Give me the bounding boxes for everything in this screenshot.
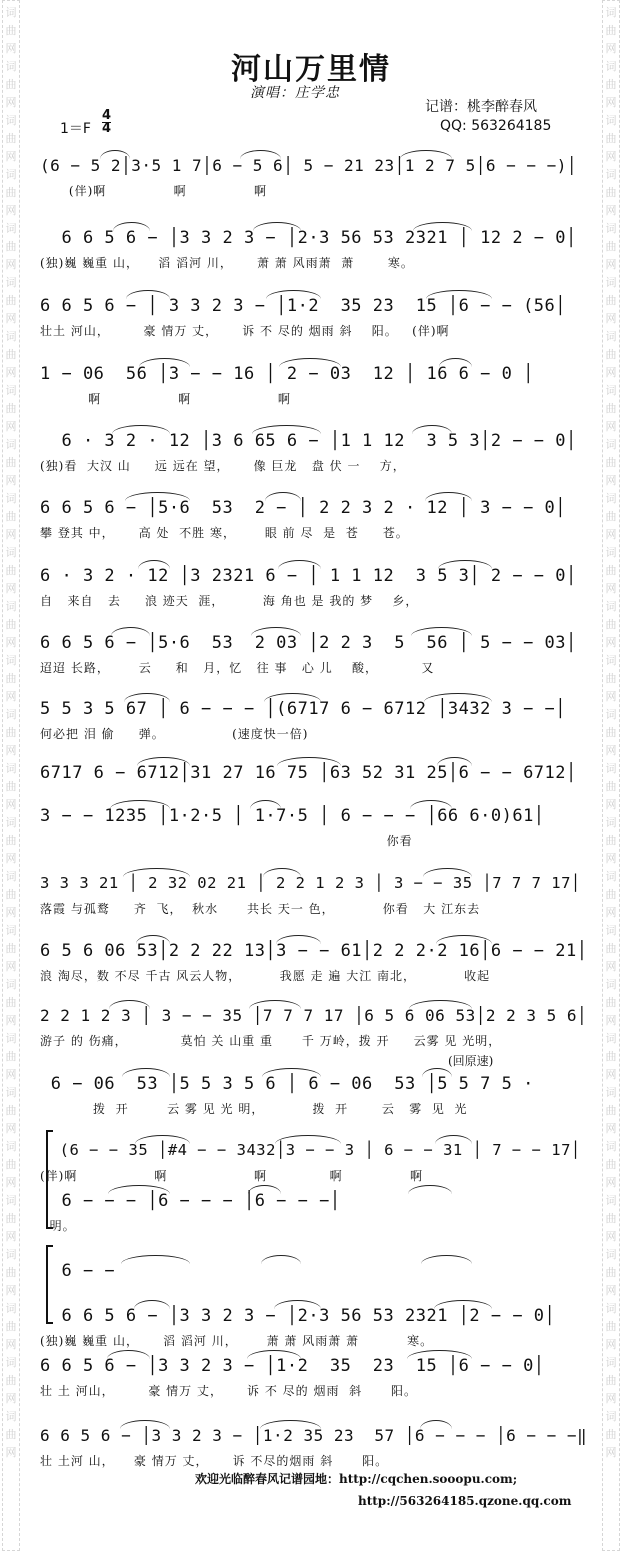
lyric-line: 壮土 河山， 豪 情万 丈， 诉 不 尽的 烟雨 斜 阳。 (伴)啊 bbox=[40, 324, 450, 338]
watermark-glyph: 网 bbox=[605, 204, 617, 217]
notation-line: 6 − − bbox=[40, 1261, 116, 1281]
watermark-glyph: 词 bbox=[605, 924, 617, 937]
slur-mark bbox=[100, 150, 130, 159]
lyric-line: 攀 登其 中， 高 处 不胜 寒， 眼 前 尽 是 苍 苍。 bbox=[40, 526, 409, 540]
watermark-glyph: 网 bbox=[605, 420, 617, 433]
watermark-glyph: 词 bbox=[5, 6, 17, 19]
score-row bbox=[40, 1000, 588, 1060]
watermark-glyph: 曲 bbox=[5, 618, 17, 631]
watermark-glyph: 曲 bbox=[605, 888, 617, 901]
watermark-glyph: 网 bbox=[605, 1176, 617, 1189]
notation-line: 6 − 06 53 │5 5 3 5 6 │ 6 − 06 53 │5 5 7 5 · bbox=[40, 1074, 534, 1094]
slur-mark bbox=[253, 222, 301, 231]
slur-mark bbox=[250, 800, 281, 809]
watermark-glyph: 网 bbox=[605, 960, 617, 973]
watermark-glyph: 曲 bbox=[605, 780, 617, 793]
slur-mark bbox=[136, 935, 170, 944]
notation-line: 3 − − 1235 │1·2·5 │ 1·7·5 │ 6 − − − │66 6·0)61│ bbox=[40, 806, 545, 826]
watermark-glyph: 网 bbox=[5, 150, 17, 163]
slur-mark bbox=[260, 1420, 321, 1429]
slur-mark bbox=[126, 290, 170, 299]
score-row bbox=[40, 492, 588, 552]
watermark-glyph: 曲 bbox=[5, 726, 17, 739]
slur-mark bbox=[412, 425, 452, 434]
watermark-glyph: 词 bbox=[605, 114, 617, 127]
slur-mark bbox=[109, 1000, 150, 1009]
lyric-line: 壮 土 河山， 豪 情万 丈， 诉 不 尽的 烟雨 斜 阳。 bbox=[40, 1384, 417, 1398]
transcriber-credit: 记谱：桃李醉春风 bbox=[425, 99, 537, 115]
slur-mark bbox=[279, 358, 341, 367]
score-row bbox=[40, 222, 588, 282]
watermark-glyph: 曲 bbox=[5, 186, 17, 199]
watermark-glyph: 曲 bbox=[5, 456, 17, 469]
watermark-glyph: 词 bbox=[5, 438, 17, 451]
watermark-glyph: 词 bbox=[605, 978, 617, 991]
watermark-glyph: 曲 bbox=[605, 402, 617, 415]
watermark-glyph: 词 bbox=[605, 1410, 617, 1423]
watermark-glyph: 词 bbox=[605, 492, 617, 505]
watermark-strip-right bbox=[602, 0, 620, 1551]
watermark-glyph: 词 bbox=[605, 870, 617, 883]
watermark-glyph: 网 bbox=[5, 1230, 17, 1243]
slur-mark bbox=[112, 425, 170, 434]
watermark-glyph: 词 bbox=[605, 1356, 617, 1369]
watermark-glyph: 曲 bbox=[5, 24, 17, 37]
slur-mark bbox=[123, 868, 190, 877]
slur-mark bbox=[274, 1300, 321, 1309]
lyric-line: 何必把 泪 偷 弹。 (速度快一倍) bbox=[40, 727, 309, 741]
notation-line: 6 6 5 6 − │5·6 53 2 − │ 2 2 3 2 · 12 │ 3 − − 0│ bbox=[40, 498, 567, 518]
watermark-glyph: 曲 bbox=[605, 24, 617, 37]
watermark-glyph: 网 bbox=[605, 1068, 617, 1081]
score-row bbox=[40, 150, 588, 210]
watermark-glyph: 曲 bbox=[5, 132, 17, 145]
watermark-glyph: 词 bbox=[605, 1140, 617, 1153]
score-row bbox=[40, 290, 588, 350]
slur-mark bbox=[420, 1420, 452, 1429]
slur-mark bbox=[423, 868, 472, 877]
watermark-glyph: 词 bbox=[605, 1086, 617, 1099]
watermark-glyph: 词 bbox=[605, 1248, 617, 1261]
slur-mark bbox=[122, 1068, 170, 1077]
watermark-glyph: 词 bbox=[605, 654, 617, 667]
watermark-glyph: 网 bbox=[5, 1068, 17, 1081]
watermark-glyph: 词 bbox=[5, 708, 17, 721]
watermark-glyph: 曲 bbox=[5, 564, 17, 577]
watermark-glyph: 曲 bbox=[5, 294, 17, 307]
slur-mark bbox=[125, 492, 190, 501]
slur-mark bbox=[138, 560, 170, 569]
lyric-line: 你看 bbox=[40, 834, 413, 848]
watermark-glyph: 词 bbox=[5, 870, 17, 883]
lyric-line: 拨 开 云 雾 见 光 明， 拨 开 云 雾 见 光 bbox=[40, 1102, 468, 1116]
slur-mark bbox=[426, 290, 492, 299]
watermark-glyph: 词 bbox=[605, 222, 617, 235]
slur-mark bbox=[435, 1135, 472, 1144]
notation-line: 6 6 5 6 − │ 3 3 2 3 − │1·2 35 23 15 │6 − − (56│ bbox=[40, 296, 567, 316]
time-signature-bottom: 4 bbox=[102, 121, 112, 136]
slur-mark bbox=[108, 1185, 170, 1194]
watermark-glyph: 网 bbox=[605, 312, 617, 325]
watermark-glyph: 曲 bbox=[605, 1104, 617, 1117]
watermark-glyph: 词 bbox=[605, 276, 617, 289]
slur-mark bbox=[408, 1185, 452, 1194]
watermark-glyph: 网 bbox=[605, 1392, 617, 1405]
watermark-glyph: 词 bbox=[5, 384, 17, 397]
watermark-glyph: 网 bbox=[605, 258, 617, 271]
watermark-glyph: 词 bbox=[5, 654, 17, 667]
lyric-line: 自 来自 去 浪 迹天 涯， 海 角也 是 我的 梦 乡， bbox=[40, 594, 419, 608]
watermark-glyph: 网 bbox=[5, 1338, 17, 1351]
notation-line: 6 6 5 6 − │3 3 2 3 − │1·2 35 23 15 │6 − − 0│ bbox=[40, 1356, 545, 1376]
slur-mark bbox=[107, 1350, 150, 1359]
notation-line: 6 5 6 06 53│2 2 22 13│3 − − 61│2 2 2·2 16│6 − − 21│ bbox=[40, 941, 588, 961]
watermark-glyph: 曲 bbox=[605, 510, 617, 523]
lyric-line: (独)巍 巍重 山， 滔 滔河 川， 萧 萧 风雨萧 萧 寒。 bbox=[40, 256, 414, 270]
watermark-glyph: 网 bbox=[5, 42, 17, 55]
repeat-bracket-second-ending bbox=[46, 1245, 53, 1324]
watermark-glyph: 曲 bbox=[5, 1158, 17, 1171]
watermark-glyph: 网 bbox=[5, 528, 17, 541]
slur-mark bbox=[275, 1135, 341, 1144]
watermark-glyph: 网 bbox=[605, 96, 617, 109]
notation-line: 1 − 06 56 │3 − − 16 │ 2 − 03 12 │ 16 6 − 0 │ bbox=[40, 364, 534, 384]
watermark-glyph: 网 bbox=[605, 474, 617, 487]
watermark-glyph: 曲 bbox=[5, 240, 17, 253]
slur-mark bbox=[422, 1068, 452, 1077]
watermark-glyph: 词 bbox=[5, 1032, 17, 1045]
watermark-glyph: 词 bbox=[5, 114, 17, 127]
watermark-glyph: 网 bbox=[5, 204, 17, 217]
notation-line: 2 2 1 2 3 │ 3 − − 35 │7 7 7 17 │6 5 6 06 53│2 2 3 5 6│ bbox=[40, 1006, 588, 1025]
slur-mark bbox=[135, 1135, 190, 1144]
watermark-glyph: 网 bbox=[5, 1014, 17, 1027]
slur-mark bbox=[439, 358, 472, 367]
slur-mark bbox=[410, 800, 452, 809]
watermark-strip-left bbox=[2, 0, 20, 1551]
slur-mark bbox=[277, 757, 341, 766]
score-row bbox=[40, 627, 588, 687]
slur-mark bbox=[252, 425, 321, 434]
watermark-glyph: 词 bbox=[5, 1248, 17, 1261]
notation-line: 6 6 5 6 − │5·6 53 2 03 │2 2 3 5 56 │ 5 − − 03│ bbox=[40, 633, 577, 653]
lyric-line: 明。 bbox=[40, 1219, 76, 1233]
watermark-glyph: 词 bbox=[5, 1086, 17, 1099]
slur-mark bbox=[276, 935, 321, 944]
watermark-glyph: 网 bbox=[5, 366, 17, 379]
watermark-glyph: 网 bbox=[605, 798, 617, 811]
slur-mark bbox=[409, 1000, 472, 1009]
watermark-glyph: 词 bbox=[605, 330, 617, 343]
watermark-glyph: 词 bbox=[5, 1410, 17, 1423]
watermark-glyph: 词 bbox=[605, 600, 617, 613]
watermark-glyph: 词 bbox=[605, 762, 617, 775]
score-row bbox=[40, 1185, 588, 1245]
watermark-glyph: 曲 bbox=[5, 996, 17, 1009]
notation-line: 6717 6 − 6712│31 27 16 75 │63 52 31 25│6 − − 6712│ bbox=[40, 763, 577, 783]
watermark-glyph: 词 bbox=[5, 222, 17, 235]
score-row bbox=[40, 1350, 588, 1410]
watermark-glyph: 曲 bbox=[5, 348, 17, 361]
slur-mark bbox=[240, 150, 281, 159]
repeat-bracket-first-ending bbox=[46, 1130, 53, 1229]
watermark-glyph: 曲 bbox=[5, 510, 17, 523]
watermark-glyph: 曲 bbox=[5, 780, 17, 793]
lyric-line: (独)看 大汉 山 远 远在 望， 像 巨龙 盘 伏 一 方， bbox=[40, 459, 406, 473]
watermark-glyph: 词 bbox=[5, 1302, 17, 1315]
slur-mark bbox=[124, 693, 170, 702]
lyric-line: 落霞 与孤鹜 齐 飞， 秋水 共长 天一 色， 你看 大 江东去 bbox=[40, 902, 481, 916]
notation-line: 5 5 3 5 67 │ 6 − − − │(6717 6 − 6712 │3432 3 − −│ bbox=[40, 699, 567, 719]
qq-number: QQ: 563264185 bbox=[440, 118, 552, 134]
watermark-glyph: 曲 bbox=[605, 1320, 617, 1333]
watermark-glyph: 曲 bbox=[5, 1212, 17, 1225]
key-signature: 1＝F bbox=[60, 121, 91, 137]
watermark-glyph: 网 bbox=[605, 150, 617, 163]
watermark-glyph: 曲 bbox=[605, 240, 617, 253]
watermark-glyph: 词 bbox=[605, 1032, 617, 1045]
score-row bbox=[40, 800, 588, 860]
watermark-glyph: 网 bbox=[605, 1230, 617, 1243]
watermark-glyph: 网 bbox=[605, 528, 617, 541]
watermark-glyph: 网 bbox=[605, 636, 617, 649]
singer-credit: 演唱：庄学忠 bbox=[250, 85, 340, 101]
watermark-glyph: 词 bbox=[5, 168, 17, 181]
footer-website: 欢迎光临醉春风记谱园地：http://cqchen.sooopu.com; bbox=[195, 1472, 518, 1486]
watermark-glyph: 网 bbox=[5, 474, 17, 487]
slur-mark bbox=[411, 627, 472, 636]
watermark-glyph: 网 bbox=[5, 744, 17, 757]
score-row bbox=[40, 935, 588, 995]
watermark-glyph: 网 bbox=[5, 1176, 17, 1189]
watermark-glyph: 曲 bbox=[605, 1428, 617, 1441]
watermark-glyph: 曲 bbox=[5, 1104, 17, 1117]
slur-mark bbox=[120, 1420, 170, 1429]
watermark-glyph: 曲 bbox=[605, 726, 617, 739]
watermark-glyph: 词 bbox=[605, 384, 617, 397]
watermark-glyph: 曲 bbox=[605, 996, 617, 1009]
watermark-glyph: 曲 bbox=[605, 132, 617, 145]
watermark-glyph: 词 bbox=[605, 6, 617, 19]
watermark-glyph: 网 bbox=[5, 852, 17, 865]
watermark-glyph: 网 bbox=[605, 582, 617, 595]
slur-mark bbox=[425, 492, 472, 501]
watermark-glyph: 曲 bbox=[605, 942, 617, 955]
watermark-glyph: 网 bbox=[5, 636, 17, 649]
notation-line: 6 · 3 2 · 12 │3 2321 6 − │ 1 1 12 3 5 3│ 2 − − 0│ bbox=[40, 566, 577, 586]
lyric-line: (伴)啊 啊 啊 啊 啊 bbox=[40, 1169, 424, 1183]
watermark-glyph: 词 bbox=[5, 60, 17, 73]
watermark-glyph: 词 bbox=[5, 330, 17, 343]
time-signature bbox=[102, 110, 111, 135]
watermark-glyph: 词 bbox=[5, 492, 17, 505]
watermark-glyph: 曲 bbox=[5, 1374, 17, 1387]
slur-mark bbox=[121, 1255, 190, 1264]
watermark-glyph: 网 bbox=[605, 1338, 617, 1351]
watermark-glyph: 词 bbox=[5, 924, 17, 937]
slur-mark bbox=[413, 222, 472, 231]
notation-line: 6 6 5 6 − │3 3 2 3 − │2·3 56 53 2321 │ 12 2 − 0│ bbox=[40, 228, 577, 248]
watermark-glyph: 网 bbox=[5, 582, 17, 595]
watermark-glyph: 网 bbox=[5, 1446, 17, 1459]
watermark-glyph: 网 bbox=[5, 312, 17, 325]
watermark-glyph: 网 bbox=[5, 1284, 17, 1297]
watermark-glyph: 曲 bbox=[605, 1266, 617, 1279]
watermark-glyph: 词 bbox=[605, 816, 617, 829]
slur-mark bbox=[424, 693, 492, 702]
slur-mark bbox=[263, 868, 301, 877]
slur-mark bbox=[251, 627, 301, 636]
watermark-glyph: 网 bbox=[5, 690, 17, 703]
watermark-glyph: 曲 bbox=[5, 1320, 17, 1333]
watermark-glyph: 网 bbox=[605, 1014, 617, 1027]
notation-line: (6 − − 35 │#4 − − 3432│3 − − 3 │ 6 − − 31 │ 7 − − 17│ bbox=[40, 1141, 581, 1159]
slur-mark bbox=[278, 560, 321, 569]
score-row bbox=[40, 425, 588, 485]
watermark-glyph: 网 bbox=[605, 42, 617, 55]
watermark-glyph: 曲 bbox=[605, 672, 617, 685]
watermark-glyph: 词 bbox=[605, 438, 617, 451]
score-row bbox=[40, 693, 588, 753]
slur-mark bbox=[113, 222, 150, 231]
lyric-line: 游子 的 伤痛， 莫怕 关 山重 重 千 万岭，拨 开 云雾 见 光明， bbox=[40, 1034, 502, 1048]
watermark-glyph: 网 bbox=[5, 798, 17, 811]
slur-mark bbox=[139, 358, 190, 367]
slur-mark bbox=[400, 150, 452, 159]
notation-line: 6 6 5 6 − │3 3 2 3 − │2·3 56 53 2321 │2 − − 0│ bbox=[40, 1306, 556, 1326]
watermark-glyph: 词 bbox=[5, 276, 17, 289]
watermark-glyph: 网 bbox=[605, 1122, 617, 1135]
lyric-line: 壮 土河 山， 豪 情万 丈， 诉 不尽的烟雨 斜 阳。 bbox=[40, 1454, 389, 1468]
slur-mark bbox=[266, 290, 321, 299]
watermark-glyph: 曲 bbox=[5, 1428, 17, 1441]
slur-mark bbox=[247, 1350, 301, 1359]
slur-mark bbox=[436, 935, 492, 944]
slur-mark bbox=[421, 1255, 472, 1264]
watermark-glyph: 词 bbox=[5, 762, 17, 775]
watermark-glyph: 网 bbox=[605, 906, 617, 919]
lyric-line: 浪 淘尽，数 不尽 千古 风云人物， 我愿 走 遍 大江 南北， 收起 bbox=[40, 969, 491, 983]
lyric-line: (伴)啊 啊 啊 bbox=[40, 184, 268, 198]
lyric-line: 迢迢 长路， 云 和 月，忆 往 事 心 儿 酸， 又 bbox=[40, 661, 435, 675]
watermark-glyph: 词 bbox=[5, 1194, 17, 1207]
watermark-glyph: 曲 bbox=[605, 1158, 617, 1171]
watermark-glyph: 曲 bbox=[605, 348, 617, 361]
notation-line: 3 3 3 21 │ 2 32 02 21 │ 2 2 1 2 3 │ 3 − − 35 │7 7 7 17│ bbox=[40, 874, 581, 892]
notation-line: (6 − 5 2│3·5 1 7│6 − 5 6│ 5 − 21 23│1 2 7 5│6 − − −)│ bbox=[40, 156, 578, 175]
time-signature-top: 4 bbox=[102, 108, 112, 123]
slur-mark bbox=[249, 1000, 301, 1009]
tempo-return-annotation: (回原速) bbox=[448, 1054, 494, 1068]
watermark-glyph: 词 bbox=[605, 708, 617, 721]
watermark-glyph: 词 bbox=[5, 1140, 17, 1153]
watermark-glyph: 曲 bbox=[605, 1374, 617, 1387]
watermark-glyph: 曲 bbox=[605, 186, 617, 199]
watermark-glyph: 网 bbox=[5, 258, 17, 271]
watermark-glyph: 曲 bbox=[5, 402, 17, 415]
slur-mark bbox=[407, 1350, 472, 1359]
footer-qzone: http://563264185.qzone.qq.com bbox=[358, 1494, 572, 1508]
score-row bbox=[40, 1068, 588, 1128]
watermark-glyph: 曲 bbox=[605, 618, 617, 631]
watermark-glyph: 曲 bbox=[605, 294, 617, 307]
watermark-glyph: 网 bbox=[605, 744, 617, 757]
watermark-glyph: 词 bbox=[5, 978, 17, 991]
watermark-glyph: 网 bbox=[605, 1446, 617, 1459]
watermark-glyph: 词 bbox=[605, 1194, 617, 1207]
watermark-glyph: 曲 bbox=[605, 78, 617, 91]
slur-mark bbox=[264, 693, 321, 702]
watermark-glyph: 网 bbox=[5, 1392, 17, 1405]
watermark-glyph: 词 bbox=[605, 168, 617, 181]
watermark-glyph: 曲 bbox=[605, 1050, 617, 1063]
watermark-glyph: 曲 bbox=[5, 1266, 17, 1279]
watermark-glyph: 网 bbox=[5, 906, 17, 919]
watermark-glyph: 词 bbox=[605, 1302, 617, 1315]
watermark-glyph: 曲 bbox=[5, 1050, 17, 1063]
slur-mark bbox=[111, 627, 150, 636]
slur-mark bbox=[134, 1300, 170, 1309]
song-title: 河山万里情 bbox=[231, 52, 391, 87]
watermark-glyph: 网 bbox=[605, 852, 617, 865]
watermark-glyph: 网 bbox=[605, 690, 617, 703]
lyric-line: 啊 啊 啊 bbox=[40, 392, 291, 406]
slur-mark bbox=[261, 1255, 301, 1264]
watermark-glyph: 网 bbox=[5, 960, 17, 973]
watermark-glyph: 网 bbox=[5, 420, 17, 433]
slur-mark bbox=[137, 757, 190, 766]
slur-mark bbox=[438, 560, 492, 569]
score-row bbox=[40, 868, 588, 928]
slur-mark bbox=[110, 800, 170, 809]
watermark-glyph: 曲 bbox=[5, 942, 17, 955]
watermark-glyph: 曲 bbox=[5, 888, 17, 901]
slur-mark bbox=[248, 1185, 281, 1194]
watermark-glyph: 词 bbox=[5, 816, 17, 829]
watermark-glyph: 曲 bbox=[605, 834, 617, 847]
score-row bbox=[40, 560, 588, 620]
notation-line: 6 6 5 6 − │3 3 2 3 − │1·2 35 23 57 │6 − − − │6 − − −‖ bbox=[40, 1426, 588, 1445]
watermark-glyph: 词 bbox=[605, 60, 617, 73]
watermark-glyph: 网 bbox=[5, 96, 17, 109]
watermark-glyph: 曲 bbox=[5, 834, 17, 847]
watermark-glyph: 词 bbox=[5, 1356, 17, 1369]
watermark-glyph: 曲 bbox=[605, 456, 617, 469]
notation-line: 6 − − − │6 − − − │6 − − −│ bbox=[40, 1191, 341, 1211]
score-row bbox=[40, 358, 588, 418]
watermark-glyph: 曲 bbox=[5, 78, 17, 91]
notation-line: 6 · 3 2 · 12 │3 6 65 6 − │1 1 12 3 5 3│2 − − 0│ bbox=[40, 431, 577, 451]
slur-mark bbox=[265, 492, 301, 501]
watermark-glyph: 词 bbox=[5, 600, 17, 613]
slur-mark bbox=[262, 1068, 321, 1077]
watermark-glyph: 网 bbox=[5, 1122, 17, 1135]
watermark-glyph: 曲 bbox=[5, 672, 17, 685]
watermark-glyph: 词 bbox=[605, 546, 617, 559]
watermark-glyph: 网 bbox=[605, 366, 617, 379]
watermark-glyph: 词 bbox=[5, 546, 17, 559]
lyric-line: (独)巍 巍重 山， 滔 滔河 川， 萧 萧 风雨萧 萧 寒。 bbox=[40, 1334, 434, 1348]
watermark-glyph: 曲 bbox=[605, 1212, 617, 1225]
slur-mark bbox=[434, 1300, 492, 1309]
slur-mark bbox=[437, 757, 472, 766]
watermark-glyph: 网 bbox=[605, 1284, 617, 1297]
watermark-glyph: 曲 bbox=[605, 564, 617, 577]
